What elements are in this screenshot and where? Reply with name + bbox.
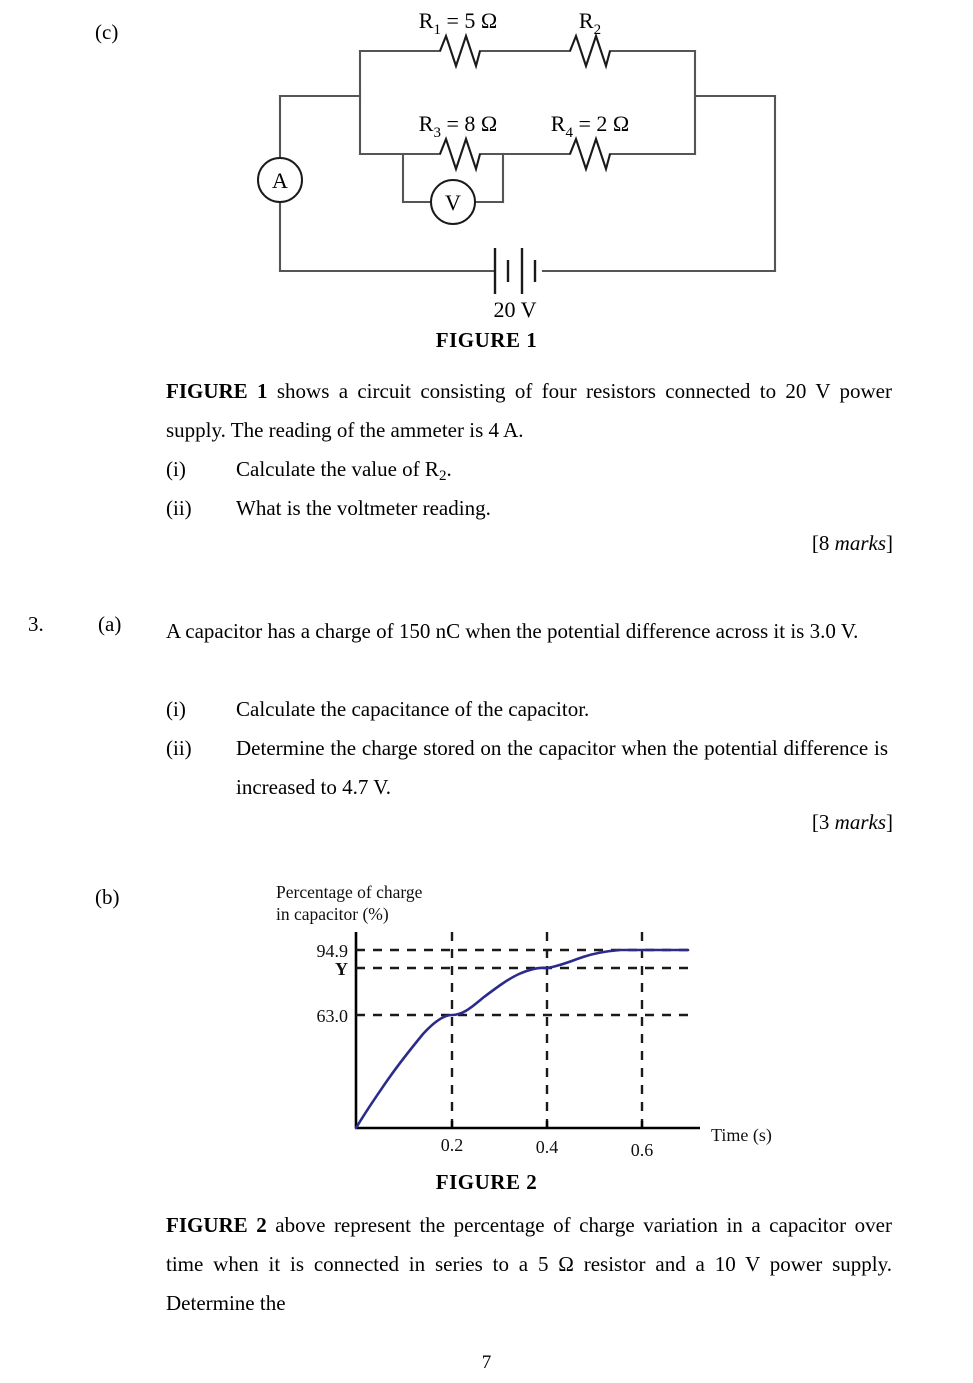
chart-x-tick-0-2: 0.2 [440,1135,464,1155]
page-number: 7 [481,1352,492,1373]
battery-symbol [495,248,535,294]
resistor-r3-symbol [440,139,480,169]
figure-2-caption: FIGURE 2 [435,1170,538,1194]
question-2c-marks [812,531,893,556]
marks-close-bracket: ] [886,810,893,834]
question-3a-item-ii [166,729,892,807]
question-3a-marks [812,810,893,835]
chart-y-tick-94: 94.9 [316,941,348,961]
resistor-r4-symbol [570,139,610,169]
resistor-r1-symbol [440,36,480,66]
chart-x-tick-0-4: 0.4 [535,1137,559,1157]
resistor-r1-label: $R_1 = 5$ Ω [418,8,498,38]
question-3a-item-ii-num: (ii) [166,736,192,760]
chart-ylabel-line2: in capacitor (%) [276,904,389,924]
chart-x-tick-0-6: 0.6 [630,1140,654,1160]
question-3b-body-bold: FIGURE 2 [166,1213,267,1237]
question-2c-intro-bold: FIGURE 1 [166,379,268,403]
battery-voltage-label: 20 V [493,297,537,322]
chart-y-tick-63: 63.0 [316,1006,348,1026]
question-2c-intro-rest: shows a circuit consisting of four resistors connected to 20 V power supply. The reading of the ammeter is 4 A. [166,379,892,442]
marks-open-bracket: [ [811,810,819,834]
question-3-number: 3. [28,612,44,636]
resistor-r2-symbol [570,36,610,66]
chart-xlabel: Time (s) [711,1125,772,1145]
part-label-c: (c) [95,20,119,44]
resistor-r2-label: $R_2$ [578,8,602,38]
ammeter-letter: A [272,168,288,193]
voltmeter-symbol [431,180,475,224]
question-3b-body [166,1206,892,1323]
marks-close-bracket: ] [886,531,893,555]
question-2c-item-i-text: Calculate the value of $R_2$. [236,457,452,484]
question-3a-item-i-text: Calculate the capacitance of the capacitor. [236,697,590,721]
marks-open-bracket: [ [811,531,819,555]
resistor-r3-label: $R_3 = 8$ Ω [418,111,498,141]
question-2c-item-i-num: (i) [166,457,186,481]
chart-vertical-guides [452,932,642,1128]
voltmeter-letter: V [445,190,461,215]
question-2c-item-ii-text: What is the voltmeter reading. [236,496,491,520]
question-3a-item-ii-text: Determine the charge stored on the capacitor when the potential difference is increased to 4.7 V. [236,736,888,799]
figure-1-caption: FIGURE 1 [435,328,538,352]
chart-y-tick-Y: Y [335,959,348,979]
marks-word: marks [834,810,886,834]
question-2c-item-ii-num: (ii) [166,496,192,520]
question-3a-part-label: (a) [98,612,122,636]
question-3a-item-i [166,690,589,729]
question-3a-stem: A capacitor has a charge of 150 nC when the potential difference across it is 3.0 V. [166,619,859,643]
question-3b-part-label: (b) [95,885,120,909]
chart-curve [356,950,688,1128]
ammeter-symbol [258,158,302,202]
resistor-r4-label: $R_4 = 2$ Ω [550,111,630,141]
charge-vs-time-chart [268,880,788,1165]
marks-count: 3 [818,810,835,834]
question-3b-body-rest: above represent the percentage of charge variation in a capacitor over time when it is connected in series to a 5 Ω resistor and a 10 V power supply. Determine the [166,1213,892,1315]
question-3a-item-i-num: (i) [166,697,186,721]
question-2c-intro [166,372,892,450]
circuit-diagram [250,6,810,326]
question-2c-item-ii [166,489,491,528]
chart-horizontal-guides [356,950,696,1015]
marks-count: 8 [818,531,835,555]
marks-word: marks [834,531,886,555]
chart-ylabel-line1: Percentage of charge [276,882,423,902]
